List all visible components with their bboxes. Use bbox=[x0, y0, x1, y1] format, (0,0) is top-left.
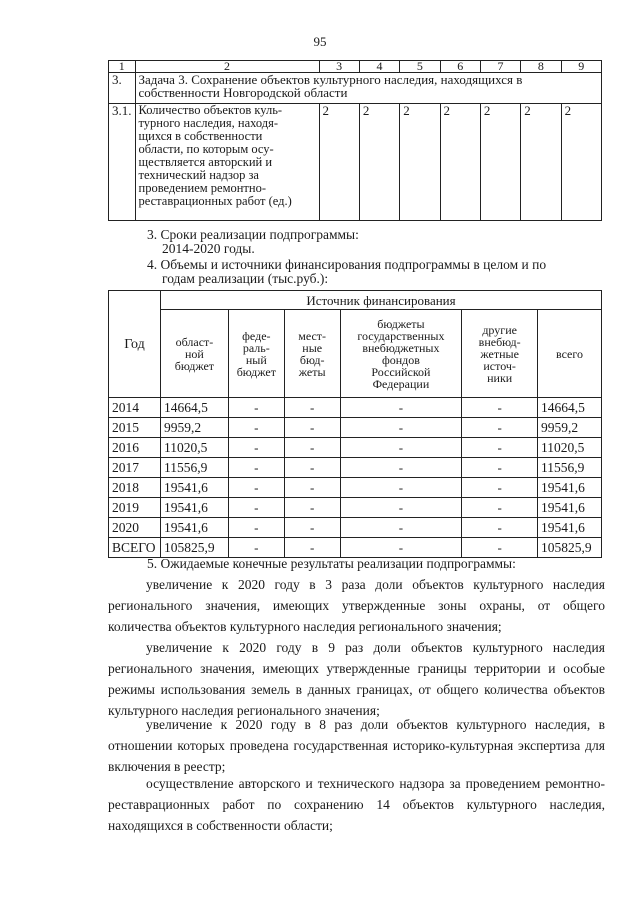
cell-total: 105825,9 bbox=[538, 538, 602, 558]
indicator-text-line: технический надзор за bbox=[138, 168, 259, 182]
header-cell: 9 bbox=[561, 61, 601, 73]
indicator-value: 2 bbox=[359, 104, 399, 221]
header-line: ные bbox=[302, 340, 323, 355]
cell-local: - bbox=[284, 538, 340, 558]
page-number: 95 bbox=[313, 34, 327, 49]
header-line: всего bbox=[555, 346, 584, 361]
cell-total: 11556,9 bbox=[538, 458, 602, 478]
source-header: Источник финансирования bbox=[160, 291, 601, 310]
header-line: бюджет bbox=[236, 364, 276, 379]
cell-local: - bbox=[284, 478, 340, 498]
cell-funds: - bbox=[340, 538, 462, 558]
cell-total: 19541,6 bbox=[538, 498, 602, 518]
cell-other: - bbox=[462, 498, 538, 518]
result-paragraph bbox=[108, 637, 605, 721]
result-paragraph bbox=[108, 714, 605, 777]
cell-total: 11020,5 bbox=[538, 438, 602, 458]
header-line: ной bbox=[185, 346, 204, 361]
header-cell: 8 bbox=[521, 61, 561, 73]
section3-years: 2014-2020 годы. bbox=[162, 241, 255, 256]
cell-funds: - bbox=[340, 478, 462, 498]
cell-other: - bbox=[462, 478, 538, 498]
indicator-text-line: щихся в собственности bbox=[138, 129, 263, 143]
cell-local: - bbox=[284, 398, 340, 418]
cell-total: 19541,6 bbox=[538, 478, 602, 498]
cell-federal: - bbox=[228, 418, 284, 438]
result-text: увеличение к 2020 году в 8 раз доли объектов культурного наследия, в отношении которых проведена государственная историко-культурная экспертиза для включения в реестр; bbox=[108, 717, 605, 774]
source-header-row bbox=[109, 291, 602, 310]
header-cell: 4 bbox=[359, 61, 399, 73]
cell-funds: - bbox=[340, 418, 462, 438]
cell-year: 2018 bbox=[109, 478, 161, 498]
header-line: ники bbox=[487, 370, 513, 385]
header-line: жеты bbox=[298, 364, 326, 379]
year-header: Год bbox=[109, 291, 161, 398]
table-row bbox=[109, 478, 602, 498]
header-line: бюджет bbox=[174, 358, 215, 373]
cell-year: 2020 bbox=[109, 518, 161, 538]
indicator-value: 2 bbox=[440, 104, 480, 221]
cell-other: - bbox=[462, 418, 538, 438]
table-row bbox=[109, 418, 602, 438]
cell-federal: - bbox=[228, 478, 284, 498]
header-line: внебюджетных bbox=[362, 340, 440, 355]
indicators-table bbox=[108, 60, 602, 221]
indicator-value: 2 bbox=[480, 104, 520, 221]
col-local-header bbox=[284, 310, 340, 398]
header-line: раль- bbox=[242, 340, 270, 355]
indicator-text-line: проведением ремонтно- bbox=[138, 181, 266, 195]
cell-federal: - bbox=[228, 498, 284, 518]
header-cell: 5 bbox=[400, 61, 440, 73]
cell-year: 2019 bbox=[109, 498, 161, 518]
cell-federal: - bbox=[228, 398, 284, 418]
cell-local: - bbox=[284, 438, 340, 458]
indicator-value: 2 bbox=[400, 104, 440, 221]
header-line: феде- bbox=[242, 328, 271, 343]
header-line: государственных bbox=[357, 328, 445, 343]
table-header-row bbox=[109, 61, 602, 73]
cell-regional: 9959,2 bbox=[160, 418, 228, 438]
cell-local: - bbox=[284, 518, 340, 538]
cell-total: 14664,5 bbox=[538, 398, 602, 418]
cell-federal: - bbox=[228, 518, 284, 538]
col-total-header bbox=[538, 310, 602, 398]
indicator-value: 2 bbox=[521, 104, 561, 221]
header-line: мест- bbox=[298, 328, 327, 343]
cell-regional: 19541,6 bbox=[160, 518, 228, 538]
header-line: фондов bbox=[381, 352, 420, 367]
cell-other: - bbox=[462, 458, 538, 478]
table-row bbox=[109, 518, 602, 538]
cell-total: 9959,2 bbox=[538, 418, 602, 438]
cell-funds: - bbox=[340, 518, 462, 538]
header-line: другие bbox=[482, 322, 517, 337]
table-row bbox=[109, 498, 602, 518]
section5-title: 5. Ожидаемые конечные результаты реализации подпрограммы: bbox=[147, 556, 516, 571]
table-row bbox=[109, 538, 602, 558]
table-row bbox=[109, 458, 602, 478]
table-row bbox=[109, 438, 602, 458]
indicator-number: 3.1. bbox=[109, 104, 136, 221]
indicator-text-line: реставрационных работ (ед.) bbox=[138, 194, 292, 208]
result-text: увеличение к 2020 году в 3 раза доли объектов культурного наследия регионального значения, имеющих утвержденные зоны охраны, от общего количества объектов культурного наследия регионального значения; bbox=[108, 577, 605, 634]
result-text: увеличение к 2020 году в 9 раз доли объектов культурного наследия регионального значения, имеющих утвержденные границы территории и особые режимы использования земель в данных границах, от общего количества объектов культурного наследия регионального значения; bbox=[108, 640, 605, 718]
header-line: Федерации bbox=[372, 376, 430, 391]
result-paragraph bbox=[108, 773, 605, 836]
header-line: област- bbox=[175, 334, 214, 349]
indicator-text-line: ществляется авторский и bbox=[138, 155, 273, 169]
cell-regional: 19541,6 bbox=[160, 478, 228, 498]
indicator-row bbox=[109, 104, 602, 221]
cell-federal: - bbox=[228, 438, 284, 458]
cell-funds: - bbox=[340, 438, 462, 458]
financing-table bbox=[108, 290, 602, 558]
header-line: бюджеты bbox=[377, 316, 425, 331]
section3-title: 3. Сроки реализации подпрограммы: bbox=[147, 227, 359, 242]
col-other-header bbox=[462, 310, 538, 398]
header-line: внебюд- bbox=[478, 334, 521, 349]
column-header-row bbox=[109, 310, 602, 398]
section4-subtitle: годам реализации (тыс.руб.): bbox=[162, 271, 329, 286]
header-cell: 7 bbox=[480, 61, 520, 73]
header-line: Российской bbox=[371, 364, 431, 379]
cell-regional: 105825,9 bbox=[160, 538, 228, 558]
result-paragraph bbox=[108, 574, 605, 637]
cell-year: 2016 bbox=[109, 438, 161, 458]
cell-regional: 14664,5 bbox=[160, 398, 228, 418]
cell-funds: - bbox=[340, 458, 462, 478]
header-cell: 1 bbox=[109, 61, 136, 73]
task-number: 3. bbox=[109, 73, 136, 104]
cell-regional: 11020,5 bbox=[160, 438, 228, 458]
cell-year: 2014 bbox=[109, 398, 161, 418]
cell-regional: 11556,9 bbox=[160, 458, 228, 478]
cell-regional: 19541,6 bbox=[160, 498, 228, 518]
indicator-text bbox=[135, 104, 319, 221]
col-funds-header bbox=[340, 310, 462, 398]
table-row bbox=[109, 398, 602, 418]
indicator-text-line: Количество объектов куль- bbox=[138, 103, 283, 117]
indicator-value: 2 bbox=[319, 104, 359, 221]
indicator-value: 2 bbox=[561, 104, 601, 221]
cell-local: - bbox=[284, 458, 340, 478]
cell-local: - bbox=[284, 498, 340, 518]
cell-year: 2015 bbox=[109, 418, 161, 438]
cell-total: 19541,6 bbox=[538, 518, 602, 538]
cell-funds: - bbox=[340, 398, 462, 418]
header-line: ный bbox=[245, 352, 267, 367]
header-cell: 3 bbox=[319, 61, 359, 73]
col-federal-header bbox=[228, 310, 284, 398]
col-regional-header bbox=[160, 310, 228, 398]
cell-federal: - bbox=[228, 458, 284, 478]
header-line: источ- bbox=[483, 358, 516, 373]
header-line: бюд- bbox=[299, 352, 325, 367]
indicator-text-line: турного наследия, находя- bbox=[138, 116, 279, 130]
cell-year: ВСЕГО bbox=[109, 538, 161, 558]
cell-other: - bbox=[462, 398, 538, 418]
section4-title: 4. Объемы и источники финансирования подпрограммы в целом и по bbox=[147, 257, 547, 272]
cell-federal: - bbox=[228, 538, 284, 558]
cell-local: - bbox=[284, 418, 340, 438]
cell-funds: - bbox=[340, 498, 462, 518]
task-text: Задача 3. Сохранение объектов культурного наследия, находящихся в собственности Новгородской области bbox=[135, 73, 602, 104]
cell-other: - bbox=[462, 538, 538, 558]
result-text: осуществление авторского и технического надзора за проведением ремонтно-реставрационных работ по сохранению 14 объектов культурного наследия, находящихся в собственности области; bbox=[108, 776, 605, 833]
header-line: жетные bbox=[480, 346, 519, 361]
header-cell: 6 bbox=[440, 61, 480, 73]
cell-other: - bbox=[462, 438, 538, 458]
cell-other: - bbox=[462, 518, 538, 538]
header-cell: 2 bbox=[135, 61, 319, 73]
indicator-text-line: области, по которым осу- bbox=[138, 142, 274, 156]
cell-year: 2017 bbox=[109, 458, 161, 478]
task-row bbox=[109, 73, 602, 104]
